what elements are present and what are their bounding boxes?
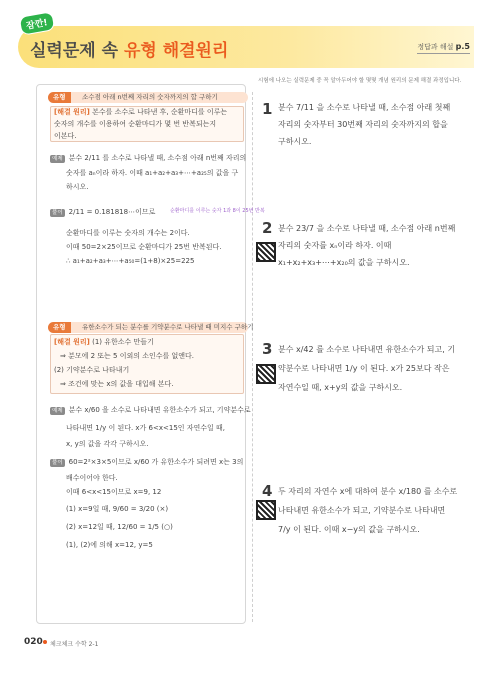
question-2-qr-code[interactable] (256, 242, 276, 262)
question-1-number: 1 (262, 100, 273, 118)
section-2-solution-line-4: (1) x=9일 때, 9/60 = 3/20 (×) (66, 505, 169, 513)
section-2-solution-label: 풀이 (52, 460, 63, 466)
question-2-number: 2 (262, 219, 273, 237)
page-number: 020 (24, 637, 43, 647)
section-1-example-label: 예제 (52, 156, 63, 162)
section-2-solution-line-3: 이때 6<x<15이므로 x=9, 12 (66, 488, 162, 496)
section-1-title: 소수점 아래 n번째 자리의 숫자까지의 합 구하기 (82, 93, 218, 101)
section-2-example-label: 예제 (52, 408, 63, 414)
column-divider (252, 92, 253, 622)
answer-ref-page: p.5 (455, 42, 470, 51)
section-2-header (48, 322, 254, 333)
section-2-principle-label: [해결 원리] (54, 338, 90, 346)
title-highlight: 유형 해결원리 (123, 41, 229, 61)
question-3-number: 3 (262, 340, 273, 358)
section-1-solution-line-1: 풀이 2/11 = 0.181818⋯이므로 (52, 208, 156, 216)
section-2-solution-line-2: 배수이어야 한다. (66, 474, 118, 482)
question-2-line-3: x₁+x₂+x₃+⋯+x₂₀의 값을 구하시오. (278, 258, 410, 267)
section-1-principle-line-2: 숫자의 개수를 이용하여 순환마디가 몇 번 반복되는지 (54, 120, 217, 128)
intro-text: 시험에 나오는 실력문제 중 꼭 알아두어야 할 몇몇 개념 원리의 문제 해결 과정입니다. (258, 78, 462, 84)
section-1-example-line-1: 예제 분수 2/11 를 소수로 나타낼 때, 소수점 아래 n번째 자리의 (52, 154, 247, 162)
book-title: 체크체크 수학 2-1 (50, 641, 99, 648)
section-2-principle-line-4: ⇒ 조건에 맞는 x의 값을 대입해 본다. (60, 380, 174, 388)
section-2-example-line-2: 나타내면 1/y 이 된다. x가 6<x<15인 자연수일 때, (66, 424, 226, 432)
section-1-principle-line-1: [해결 원리] 본수를 소수로 나타낸 후, 순환마디를 이루는 (54, 108, 228, 116)
header-badge: 잠깐! (19, 11, 55, 36)
section-1-solution-line-3: 이때 50=2×25이므로 순환마디가 25번 반복된다. (66, 243, 222, 251)
section-1-solution-line-2: 순환마디를 이루는 숫자의 개수는 2이다. (66, 229, 190, 237)
question-4-qr-code[interactable] (256, 500, 276, 520)
question-1-line-2: 자리의 숫자부터 30번째 자리의 숫자까지의 합을 (278, 120, 448, 129)
section-2-solution-line-6: (1), (2)에 의해 x=12, y=5 (66, 541, 153, 549)
question-4-number: 4 (262, 482, 273, 500)
section-2-example-line-1: 예제 분수 x/60 을 소수로 나타내면 유한소수가 되고, 기약분수로 (52, 406, 251, 414)
question-4-line-1: 두 자리의 자연수 x에 대하여 분수 x/180 를 소수로 (278, 487, 458, 496)
section-2-solution-line-5: (2) x=12일 때, 12/60 = 1/5 (○) (66, 523, 173, 531)
question-4-line-3: 7/y 이 된다. 이때 x−y의 값을 구하시오. (278, 525, 420, 534)
section-2-principle-line-1: [해결 원리] (1) 유한소수 만들기 (54, 338, 154, 346)
question-1-line-3: 구하시오. (278, 137, 312, 146)
section-2-principle-line-2: ⇒ 분모에 2 또는 5 이외의 소인수를 없앤다. (60, 352, 195, 360)
page-title (30, 36, 228, 61)
question-2-line-1: 분수 23/7 을 소수로 나타낼 때, 소수점 아래 n번째 (278, 224, 456, 233)
section-1-solution-line-4: ∴ a₁+a₂+a₃+⋯+a₅₀=(1+8)×25=225 (66, 257, 195, 265)
section-1-tag: 유형 (48, 92, 71, 103)
section-2-title: 유한소수가 되는 분수를 기약분수로 나타낼 때 미지수 구하기 (82, 323, 254, 331)
question-2-line-2: 자리의 숫자를 xₙ이라 하자. 이때 (278, 241, 392, 250)
question-3-line-1: 분수 x/42 를 소수로 나타내면 유한소수가 되고, 기 (278, 345, 456, 354)
section-2-principle-line-3: (2) 기약분수로 나타내기 (54, 366, 130, 374)
title-prefix: 실력문제 속 (30, 41, 124, 61)
section-2-solution-line-1: 풀이 60=2²×3×5이므로 x/60 가 유한소수가 되려면 x는 3의 (52, 458, 244, 466)
section-1-principle-label: [해결 원리] (54, 108, 90, 116)
section-1-example-line-3: 하시오. (66, 183, 89, 191)
footer-dot-icon (43, 640, 47, 644)
section-2-example-line-3: x, y의 값을 각각 구하시오. (66, 440, 149, 448)
answer-reference (417, 42, 470, 54)
question-3-qr-code[interactable] (256, 364, 276, 384)
answer-ref-prefix: 정답과 해설 (417, 43, 456, 51)
question-4-line-2: 나타내면 유한소수가 되고, 기약분수로 나타내면 (278, 506, 446, 515)
question-3-line-2: 약분수로 나타내면 1/y 이 된다. x가 25보다 작은 (278, 364, 450, 373)
section-1-example-line-2: 숫자를 aₙ이라 하자. 이때 a₁+a₂+a₃+⋯+a₂₅의 값을 구 (66, 169, 239, 177)
section-1-annotation: 순환마디를 이루는 숫자 1과 8이 25번 반복 (170, 208, 265, 214)
section-1-header (48, 92, 248, 103)
question-3-line-3: 자연수일 때, x+y의 값을 구하시오. (278, 383, 403, 392)
section-1-principle-line-3: 이본다. (54, 132, 77, 140)
section-1-solution-label: 풀이 (52, 210, 63, 216)
question-1-line-1: 분수 7/11 을 소수로 나타낼 때, 소수점 아래 첫째 (278, 103, 451, 112)
section-2-tag: 유형 (48, 322, 71, 333)
